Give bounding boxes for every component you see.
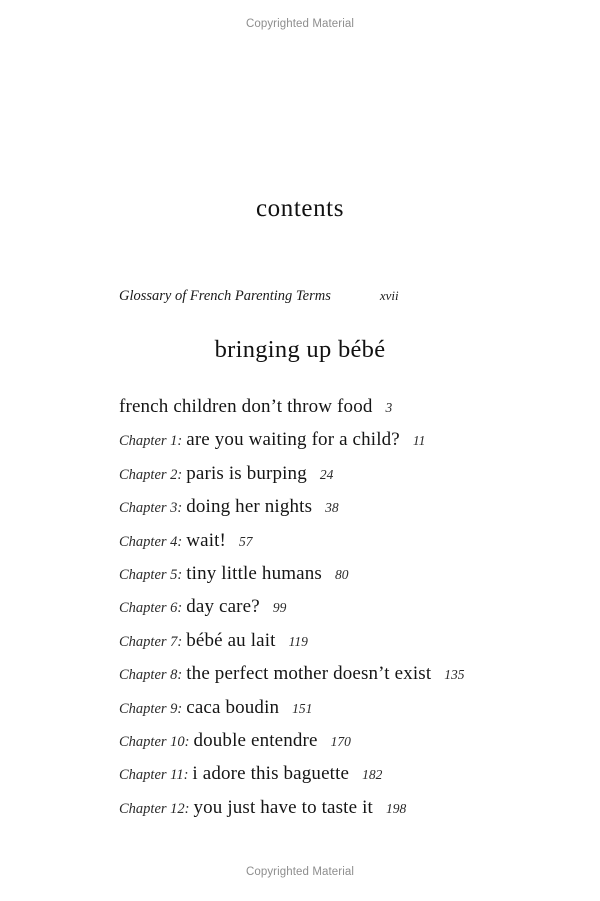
toc-entry-page-number: 135 <box>444 667 465 683</box>
toc-entry <box>119 797 549 830</box>
toc-entry-title: french children don’t throw food <box>119 396 373 417</box>
toc-entry-page-number: 119 <box>288 633 308 649</box>
toc-entry-chapter-label: Chapter 9: <box>119 700 183 717</box>
toc-entry <box>119 763 549 796</box>
toc-entry-chapter-label: Chapter 11: <box>119 767 189 784</box>
toc-entry-title: day care? <box>186 596 260 618</box>
toc-entry-chapter-label: Chapter 2: <box>119 466 183 483</box>
toc-entry <box>119 530 549 563</box>
toc-entry-page-number: 99 <box>272 600 287 616</box>
toc-entry-page-number: 24 <box>319 466 334 482</box>
toc-entry-page-number: 198 <box>385 800 407 816</box>
toc-entry-title: doing her nights <box>186 496 313 518</box>
frontmatter-page-number: xvii <box>379 288 399 303</box>
toc-entry-chapter-label: Chapter 3: <box>119 500 183 517</box>
book-title: bringing up bébé <box>214 336 386 363</box>
frontmatter-entry-glossary <box>119 288 399 305</box>
toc-entry <box>119 630 549 663</box>
toc-entry-title: are you waiting for a child? <box>186 429 400 451</box>
toc-entry-page-number: 11 <box>412 433 426 449</box>
toc-entry <box>119 663 549 696</box>
toc-entry <box>119 496 549 529</box>
toc-entry-chapter-label: Chapter 7: <box>119 633 183 650</box>
toc-entry-title: bébé au lait <box>186 629 276 651</box>
toc-entry-chapter-label: Chapter 8: <box>119 667 183 684</box>
toc-entry-page-number: 38 <box>325 500 339 516</box>
toc-entry-chapter-label: Chapter 6: <box>119 600 183 617</box>
toc-entry-title: the perfect mother doesn’t exist <box>186 663 432 685</box>
toc-entry-title: caca boudin <box>186 696 280 718</box>
copyright-watermark-top: Copyrighted Material <box>245 18 355 30</box>
toc-entry-chapter-label: Chapter 4: <box>119 533 183 550</box>
toc-entry-chapter-label: Chapter 5: <box>119 566 183 583</box>
toc-entry-title: tiny little humans <box>186 562 322 584</box>
copyright-watermark-bottom: Copyrighted Material <box>245 866 355 878</box>
toc-entry-page-number: 182 <box>362 767 383 783</box>
toc-entry <box>119 463 549 496</box>
toc-entry-page-number: 80 <box>334 566 349 582</box>
toc-entry-title: paris is burping <box>186 462 307 484</box>
toc-entry-page-number: 3 <box>385 400 393 415</box>
toc-entry-page-number: 170 <box>330 733 351 749</box>
toc-entry <box>119 396 549 429</box>
toc-entry-title: you just have to taste it <box>193 796 373 818</box>
table-of-contents-list <box>119 396 549 830</box>
toc-entry-page-number: 151 <box>292 700 313 716</box>
toc-entry-page-number: 57 <box>239 533 253 549</box>
page-title: contents <box>255 195 345 222</box>
toc-entry <box>119 596 549 629</box>
frontmatter-title: Glossary of French Parenting Terms <box>119 288 331 304</box>
toc-entry-title: double entendre <box>193 729 318 751</box>
toc-entry-title: i adore this baguette <box>192 763 350 785</box>
toc-entry <box>119 697 549 730</box>
toc-entry <box>119 429 549 462</box>
toc-entry-chapter-label: Chapter 1: <box>119 433 183 450</box>
toc-entry-title: wait! <box>186 529 227 551</box>
toc-entry <box>119 730 549 763</box>
toc-entry-chapter-label: Chapter 10: <box>119 733 190 750</box>
toc-entry <box>119 563 549 596</box>
toc-entry-chapter-label: Chapter 12: <box>119 800 190 817</box>
